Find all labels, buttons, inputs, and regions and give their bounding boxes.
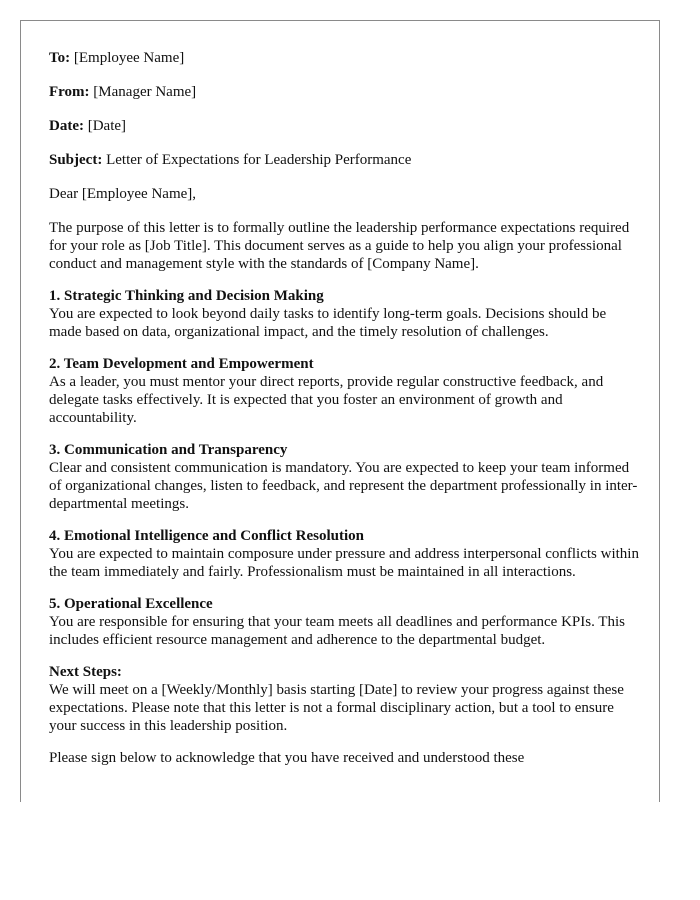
- from-value: [Manager Name]: [93, 84, 197, 100]
- intro-paragraph: The purpose of this letter is to formally outline the leadership performance expectations required for your role as [Job Title]. This document serves as a guide to help you align your professional conduct and management style with the standards of [Company Name].: [49, 220, 630, 272]
- section-heading: Next Steps:: [49, 664, 122, 680]
- section-body: You are responsible for ensuring that your team meets all deadlines and performance KPIs. This includes efficient resource management and adherence to the departmental budget.: [49, 614, 625, 648]
- subject-line: [49, 151, 639, 169]
- to-line: [49, 49, 639, 67]
- to-label: To:: [49, 50, 71, 66]
- date-value: [Date]: [87, 118, 127, 134]
- section-heading: 2. Team Development and Empowerment: [49, 356, 314, 372]
- section-heading: 3. Communication and Transparency: [49, 442, 288, 458]
- section-body: Clear and consistent communication is mandatory. You are expected to keep your team informed of organizational changes, listen to feedback, and represent the department professionally in inter-departmental meetings.: [49, 460, 638, 512]
- section-strategic-thinking: [49, 287, 639, 341]
- section-body: You are expected to maintain composure under pressure and address interpersonal conflicts within the team immediately and fairly. Professionalism must be maintained in all interactions.: [49, 546, 639, 580]
- section-team-development: [49, 355, 639, 427]
- to-value: [Employee Name]: [73, 50, 185, 66]
- date-label: Date:: [49, 118, 84, 134]
- section-communication: [49, 441, 639, 513]
- date-line: [49, 117, 639, 135]
- salutation: Dear [Employee Name],: [49, 186, 197, 202]
- subject-label: Subject:: [49, 152, 103, 168]
- letter-content: [49, 49, 639, 767]
- section-heading: 4. Emotional Intelligence and Conflict Resolution: [49, 528, 365, 544]
- section-body: As a leader, you must mentor your direct reports, provide regular constructive feedback, and delegate tasks effectively. It is expected that you foster an environment of growth and accountability.: [49, 374, 604, 426]
- section-heading: 5. Operational Excellence: [49, 596, 213, 612]
- section-emotional-intelligence: [49, 527, 639, 581]
- closing-paragraph: Please sign below to acknowledge that you have received and understood these: [49, 750, 525, 766]
- section-operational-excellence: [49, 595, 639, 649]
- from-label: From:: [49, 84, 90, 100]
- letter-page: [20, 20, 660, 802]
- section-heading: 1. Strategic Thinking and Decision Making: [49, 288, 324, 304]
- from-line: [49, 83, 639, 101]
- section-body: You are expected to look beyond daily tasks to identify long-term goals. Decisions should be made based on data, organizational impact, and the timely resolution of challenges.: [49, 306, 607, 340]
- subject-value: Letter of Expectations for Leadership Performance: [106, 152, 412, 168]
- section-next-steps: [49, 663, 639, 735]
- section-body: We will meet on a [Weekly/Monthly] basis starting [Date] to review your progress against these expectations. Please note that this letter is not a formal disciplinary action, but a tool to ensure your success in this leadership position.: [49, 682, 624, 734]
